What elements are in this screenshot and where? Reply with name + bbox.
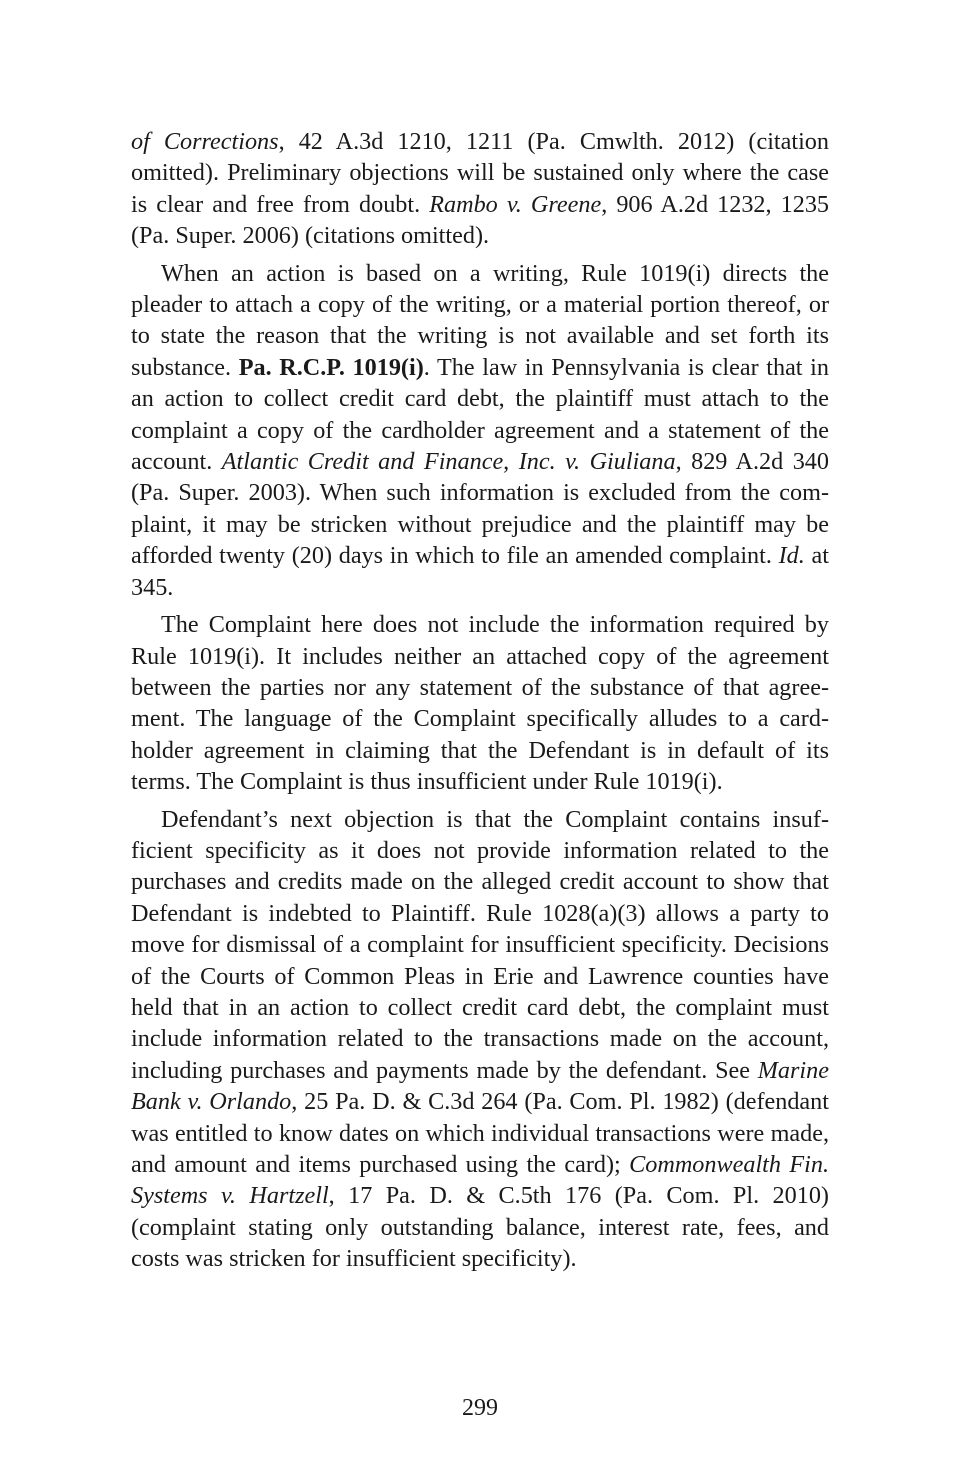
case-citation: Atlantic Credit and Finance, Inc. v. Giuliana [221,448,676,476]
body-text: The Complaint here does not include the information required by Rule 1019(i). It includes neither an attached copy of the agreement between the parties nor any statement of the substance of that agreement. The language of the Complaint specifically alludes to a cardholder agreement in claiming that the Defendant is in default of its terms. The Complaint is thus insufficient under Rule 1019(i). [131,611,829,796]
paragraph-continued [131,126,829,252]
body-text: at 345. [131,542,829,601]
body-text: , 906 A.2d 1232, 1235 (Pa. Super. 2006) (citations omitted). [131,190,830,250]
case-citation: Marine Bank v. Orlando [131,1056,829,1116]
body-text: , 25 Pa. D. & C.3d 264 (Pa. Com. Pl. 1982) (defendant was entitled to know dates on which individual transactions were made, and amount and items purchased using the card); [131,1088,829,1178]
body-text: , 42 A.3d 1210, 1211 (Pa. Cmwlth. 2012) (citation omitted). Preliminary objections will be sustained only where the case is clear and free from doubt. [131,128,829,218]
paragraph-complaint-insufficient [131,609,829,797]
body-text: , 17 Pa. D. & C.5th 176 (Pa. Com. Pl. 2010) (complaint stating only outstanding balance, interest rate, fees, and costs was stricken for insufficient specificity). [131,1182,829,1273]
case-citation: of Corrections [131,128,279,155]
paragraph-specificity [131,804,829,1275]
case-citation: Commonwealth Fin. Systems v. Hartzell [131,1151,829,1210]
body-text: . The law in Pennsylvania is clear that in an action to collect credit card debt, the plaintiff must attach to the complaint a copy of the cardholder agreement and a statement of the account. [131,353,829,476]
body-text: When an action is based on a writing, Rule 1019(i) directs the pleader to attach a copy of the writing, or a material portion thereof, or to state the reason that the writing is not available and set forth its substance. [131,259,829,381]
body-text: Defendant’s next objection is that the Complaint contains insufficient specificity as it does not provide information related to the purchases and credits made on the alleged credit account to show that Defendant is indebted to Plaintiff. Rule 1028(a)(3) allows a party to move for dismissal of a complaint for insufficient specificity. Decisions of the Courts of Common Pleas in Erie and Lawrence counties have held that in an action to collect credit card debt, the complaint must include information related to the transactions made on the account, including purchases and payments made by the defendant. See [131,805,829,1084]
paragraph-rule-1019 [131,258,829,603]
case-citation: Id. [778,542,805,570]
page-number: 299 [462,1395,498,1421]
rule-citation: Pa. R.C.P. 1019(i) [238,353,424,381]
document-page [131,126,829,1275]
body-text: , 829 A.2d 340 (Pa. Super. 2003). When such information is excluded from the complaint, it may be stricken without prejudice and the plaintiff may be afforded twenty (20) days in which to file an amended complaint. [131,448,829,570]
case-citation: Rambo v. Greene [429,190,602,218]
